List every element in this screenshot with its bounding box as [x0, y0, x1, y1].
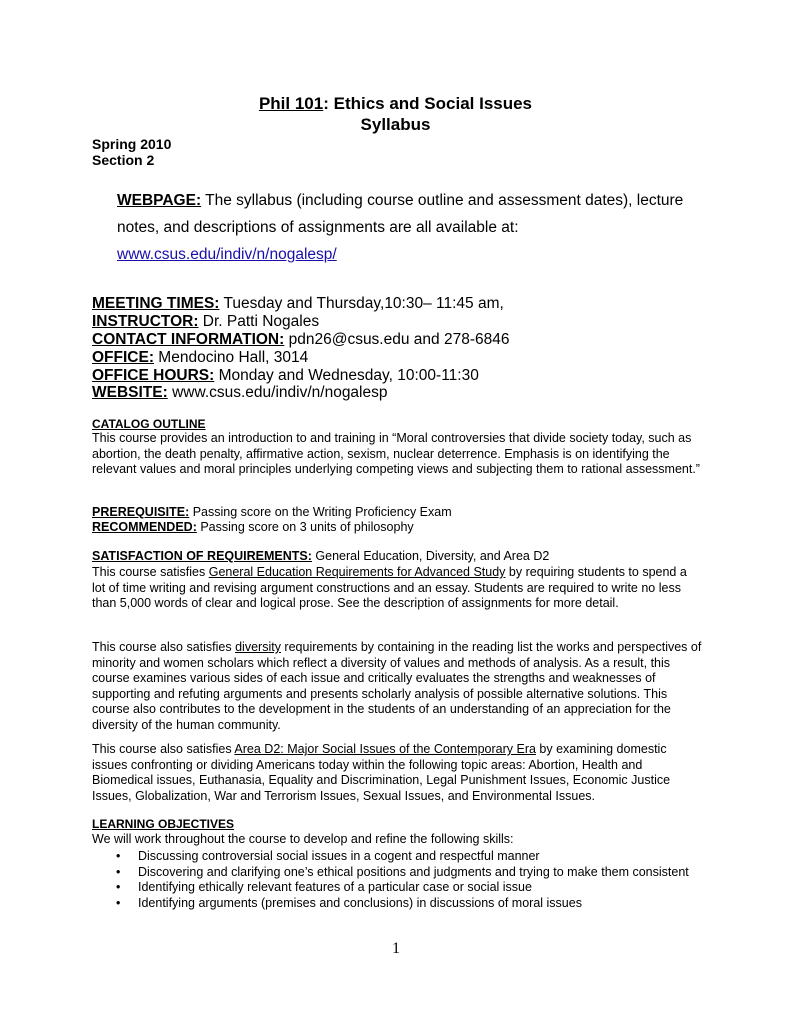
catalog-heading: CATALOG OUTLINE — [92, 417, 206, 431]
satisfaction-paragraph-1 — [92, 565, 702, 612]
satisfaction-heading: SATISFACTION OF REQUIREMENTS: — [92, 549, 312, 563]
bullet-icon: • — [116, 849, 121, 863]
recommended — [92, 520, 414, 536]
objectives-intro: We will work throughout the course to develop and refine the following skills: — [92, 832, 514, 846]
catalog-text: This course provides an introduction to and training in “Moral controversies that divide society today, such as abortion, the death penalty, affirmative action, sexism, nuclear deterrence. Emphasis is on identifying the relevant values and moral principles underlying competing views and subjecting them to rational assessment.” — [92, 431, 700, 477]
instructor — [92, 313, 319, 331]
list-item — [92, 896, 702, 912]
meeting-times-value: Tuesday and Thursday,10:30– 11:45 am, — [219, 295, 504, 312]
office-label: OFFICE: — [92, 349, 154, 366]
area-d2-link: Area D2: Major Social Issues of the Contemporary Era — [234, 742, 536, 756]
prerequisite — [92, 505, 452, 521]
webpage-link[interactable]: www.csus.edu/indiv/n/nogalesp/ — [117, 246, 337, 263]
webpage-line1 — [117, 192, 683, 210]
office-hours-value: Monday and Wednesday, 10:00-11:30 — [214, 367, 479, 384]
list-item — [92, 849, 702, 865]
objective-text: Identifying ethically relevant features of a particular case or social issue — [138, 880, 532, 895]
website — [92, 384, 388, 402]
objective-text: Identifying arguments (premises and conclusions) in discussions of moral issues — [138, 895, 582, 910]
instructor-label: INSTRUCTOR: — [92, 313, 199, 330]
p1-end: by requiring students to spend a lot of time writing and revising argument constructions and an essay. Students are required to write no less than 5,000 words of clear and logical prose. See the description of assignments for more detail. — [92, 565, 687, 611]
instructor-value: Dr. Patti Nogales — [198, 313, 320, 330]
course-code: Phil 101 — [258, 94, 324, 113]
office-hours — [92, 367, 479, 385]
prerequisite-label: PREREQUISITE: — [92, 505, 190, 519]
satisfaction-paragraph-2 — [92, 640, 702, 734]
p3-start: This course also satisfies — [92, 742, 235, 756]
list-item — [92, 865, 702, 881]
satisfaction-paragraph-3 — [92, 742, 702, 804]
objectives-list — [92, 849, 702, 911]
recommended-label: RECOMMENDED: — [92, 520, 197, 534]
webpage-line2: notes, and descriptions of assignments are all available at: — [117, 219, 519, 236]
webpage-label: WEBPAGE: — [117, 192, 202, 209]
page-number: 1 — [392, 940, 400, 957]
objective-text: Discovering and clarifying one’s ethical positions and judgments and trying to make them consistent — [138, 864, 689, 879]
list-item — [92, 880, 702, 896]
office — [92, 349, 308, 367]
course-title: : Ethics and Social Issues — [323, 94, 533, 113]
p2-end: requirements by containing in the reading list the works and perspectives of minority and women scholars which reflect a diversity of values and methods of analysis. As a result, this course examines various sides of each issue and critically evaluates the strengths and weaknesses of supporting and refuting arguments and presents scholarly analysis of possible alternative solutions. This course also contributes to the development in the students of an understanding of an appreciation for the diversity of the human community. — [92, 640, 702, 732]
diversity-link: diversity — [235, 640, 281, 654]
contact-info — [92, 331, 509, 349]
document-subtitle: Syllabus — [360, 115, 431, 134]
meeting-times — [92, 295, 504, 313]
objective-text: Discussing controversial social issues in a cogent and respectful manner — [138, 849, 540, 863]
semester: Spring 2010 — [92, 136, 172, 152]
prerequisite-value: Passing score on the Writing Proficiency Exam — [189, 505, 452, 519]
bullet-icon: • — [116, 895, 121, 910]
ge-requirements-link: General Education Requirements for Advanced Study — [208, 565, 506, 579]
bullet-icon: • — [116, 880, 121, 895]
section: Section 2 — [92, 152, 155, 168]
webpage-text1: The syllabus (including course outline and assessment dates), lecture — [201, 192, 684, 209]
satisfaction-heading-line — [92, 549, 549, 565]
satisfaction-heading-rest: General Education, Diversity, and Area D2 — [311, 549, 550, 563]
objectives-heading: LEARNING OBJECTIVES — [92, 817, 235, 831]
recommended-value: Passing score on 3 units of philosophy — [196, 520, 414, 534]
p2-start: This course also satisfies — [92, 640, 236, 654]
document-title — [0, 94, 791, 114]
contact-label: CONTACT INFORMATION: — [92, 331, 285, 348]
bullet-icon: • — [116, 864, 121, 879]
meeting-times-label: MEETING TIMES: — [92, 295, 220, 312]
p3-end: by examining domestic issues confronting or dividing Americans today within the following topic areas: Abortion, Health and Biomedical issues, Euthanasia, Equality and Discrimination, Legal Punishment Issues, Economic Justice Issues, Globalization, War and Terrorism Issues, Sexual Issues, and Environmental Issues. — [92, 742, 671, 803]
contact-value: pdn26@csus.edu and 278-6846 — [284, 331, 510, 348]
p1-start: This course satisfies — [92, 565, 209, 579]
website-label: WEBSITE: — [92, 384, 168, 401]
website-value: www.csus.edu/indiv/n/nogalesp — [167, 384, 388, 401]
office-hours-label: OFFICE HOURS: — [92, 367, 215, 384]
office-value: Mendocino Hall, 3014 — [154, 349, 309, 366]
